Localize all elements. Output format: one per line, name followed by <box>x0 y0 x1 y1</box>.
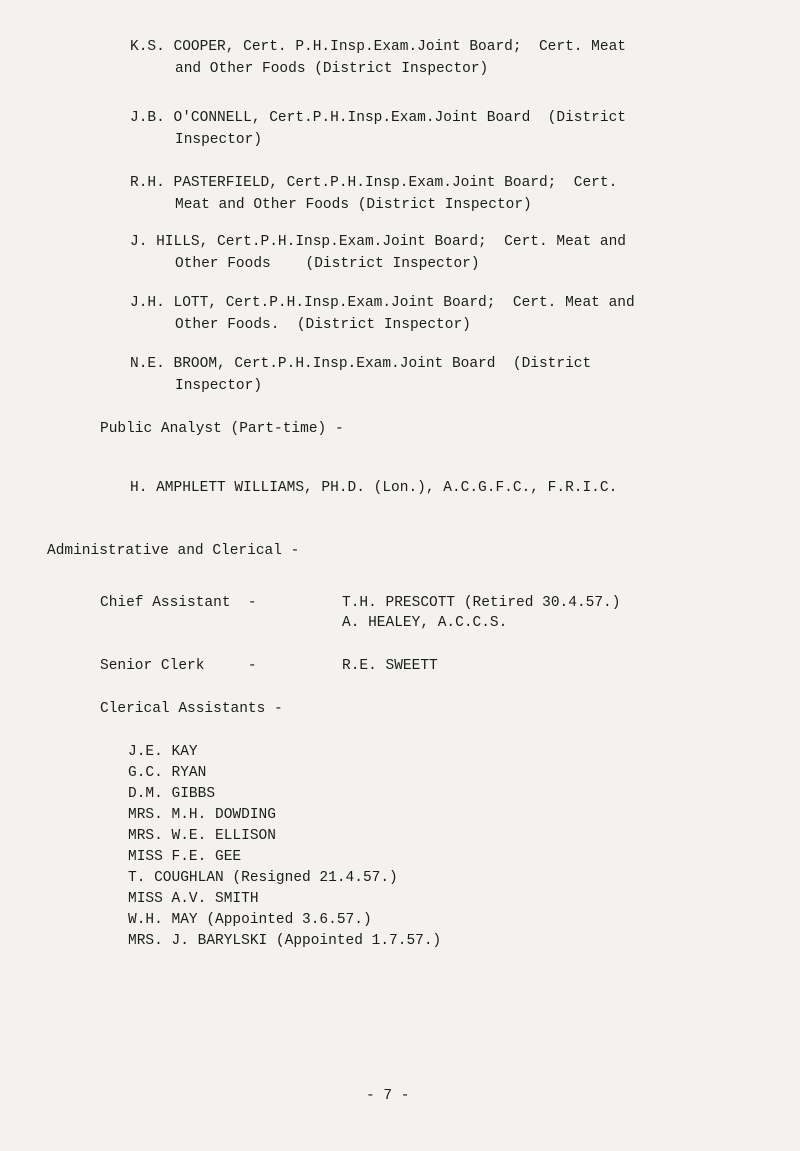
chief-assistant-name: T.H. PRESCOTT (Retired 30.4.57.) <box>342 595 621 611</box>
inspector-entry: J.H. LOTT, Cert.P.H.Insp.Exam.Joint Board; Cert. Meat and Other Foods. (District Inspector) <box>130 295 635 333</box>
clerical-assistant-name: MRS. J. BARYLSKI (Appointed 1.7.57.) <box>128 933 442 949</box>
chief-assistant-label: Chief Assistant - <box>100 595 257 611</box>
page-number: - 7 - <box>366 1088 410 1104</box>
public-analyst-heading: Public Analyst (Part-time) - <box>100 421 344 437</box>
clerical-assistant-name: G.C. RYAN <box>128 765 207 781</box>
clerical-assistant-name: MRS. W.E. ELLISON <box>128 828 276 844</box>
public-analyst-name: H. AMPHLETT WILLIAMS, PH.D. (Lon.), A.C.G.F.C., F.R.I.C. <box>130 480 618 496</box>
clerical-assistant-name: J.E. KAY <box>128 744 198 760</box>
clerical-assistant-name: MISS F.E. GEE <box>128 849 242 865</box>
clerical-assistants-label: Clerical Assistants - <box>100 701 283 717</box>
inspector-entry: K.S. COOPER, Cert. P.H.Insp.Exam.Joint Board; Cert. Meat and Other Foods (District Inspector) <box>130 39 626 77</box>
clerical-assistant-name: W.H. MAY (Appointed 3.6.57.) <box>128 912 372 928</box>
inspector-entry: J. HILLS, Cert.P.H.Insp.Exam.Joint Board; Cert. Meat and Other Foods (District Inspector) <box>130 234 626 272</box>
inspector-entry: J.B. O'CONNELL, Cert.P.H.Insp.Exam.Joint Board (District Inspector) <box>130 110 626 148</box>
inspector-entry: N.E. BROOM, Cert.P.H.Insp.Exam.Joint Board (District Inspector) <box>130 356 592 394</box>
admin-heading: Administrative and Clerical - <box>47 543 300 559</box>
clerical-assistant-name: T. COUGHLAN (Resigned 21.4.57.) <box>128 870 398 886</box>
senior-clerk-name: R.E. SWEETT <box>342 658 438 674</box>
clerical-assistant-name: MISS A.V. SMITH <box>128 891 259 907</box>
senior-clerk-label: Senior Clerk - <box>100 658 257 674</box>
clerical-assistant-name: D.M. GIBBS <box>128 786 216 802</box>
clerical-assistant-name: MRS. M.H. DOWDING <box>128 807 276 823</box>
chief-assistant-name: A. HEALEY, A.C.C.S. <box>342 615 508 631</box>
inspector-entry: R.H. PASTERFIELD, Cert.P.H.Insp.Exam.Joint Board; Cert. Meat and Other Foods (District Inspector) <box>130 175 618 213</box>
